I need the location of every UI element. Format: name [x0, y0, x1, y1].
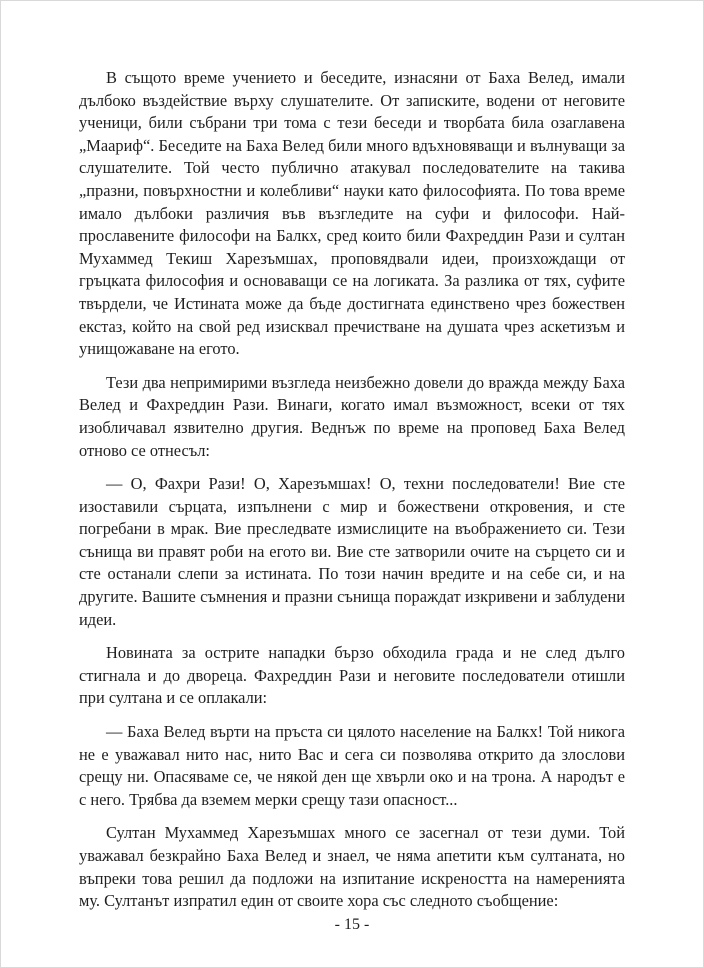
page-number: - 15 -: [334, 916, 370, 933]
paragraph-1: В същото време учението и беседите, изнасяни от Баха Велед, имали дълбоко въздействие върху слушателите. От записките, водени от неговите ученици, били събрани три тома с тези беседи и творбата била озаглавена „Маариф“. Беседите на Баха Велед били много вдъхновяващи и вълнуващи за слушателите. Той често публично атакувал последователите на такива „празни, повърхностни и колебливи“ науки като философията. По това време имало дълбоки различия във възгледите на суфи и философи. Най-прославените философи на Балкх, сред които били Фахреддин Рази и султан Мухаммед Текиш Харезъмшах, проповядвали идеи, произхождащи от гръцката философия и основаващи се на логиката. За разлика от тях, суфите твърдели, че Истината може да бъде достигната единствено чрез божествен екстаз, който на свой ред изисквал пречистване на душата чрез аскетизъм и унищожаване на егото.: [79, 68, 625, 359]
paragraph-4: Новината за острите нападки бързо обходила града и не след дълго стигнала и до двореца. Фахреддин Рази и неговите последователи отишли при султана и се оплакали:: [79, 643, 625, 708]
paragraph-5-quote: — Баха Велед върти на пръста си цялото население на Балкх! Той никога не е уважавал нито нас, нито Вас и сега си позволява открито да злослови срещу ни. Опасяваме се, че някой ден ще хвърли око и на трона. А народът е с него. Трябва да вземем мерки срещу тази опасност...: [79, 722, 625, 809]
body-text: [79, 67, 625, 924]
paragraph-2: Тези два непримирими възгледа неизбежно довели до вражда между Баха Велед и Фахреддин Рази. Винаги, когато имал възможност, всеки от тях изобличавал язвително другия. Веднъж по време на проповед Баха Велед отново се отнесъл:: [79, 372, 625, 460]
paragraph-6: Султан Мухаммед Харезъмшах много се засегнал от тези думи. Той уважавал безкрайно Баха Велед и знаел, че няма апетити към султаната, но въпреки това решил да подложи на изпитание искреността на намеренията му. Султанът изпратил един от своите хора със следното съобщение:: [79, 823, 625, 911]
paragraph-3-quote: — О, Фахри Рази! О, Харезъмшах! О, техни последователи! Вие сте изоставили сърцата, изпълнени с мир и божествени откровения, и сте погребани в мрак. Вие преследвате измислиците на въображението си. Тези сънища ви правят роби на егото ви. Вие сте затворили очите на сърцето си и сте останали слепи за истината. По този начин вредите и на себе си, и на другите. Вашите съмнения и празни сънища пораждат изкривени и заблудени идеи.: [79, 474, 625, 629]
